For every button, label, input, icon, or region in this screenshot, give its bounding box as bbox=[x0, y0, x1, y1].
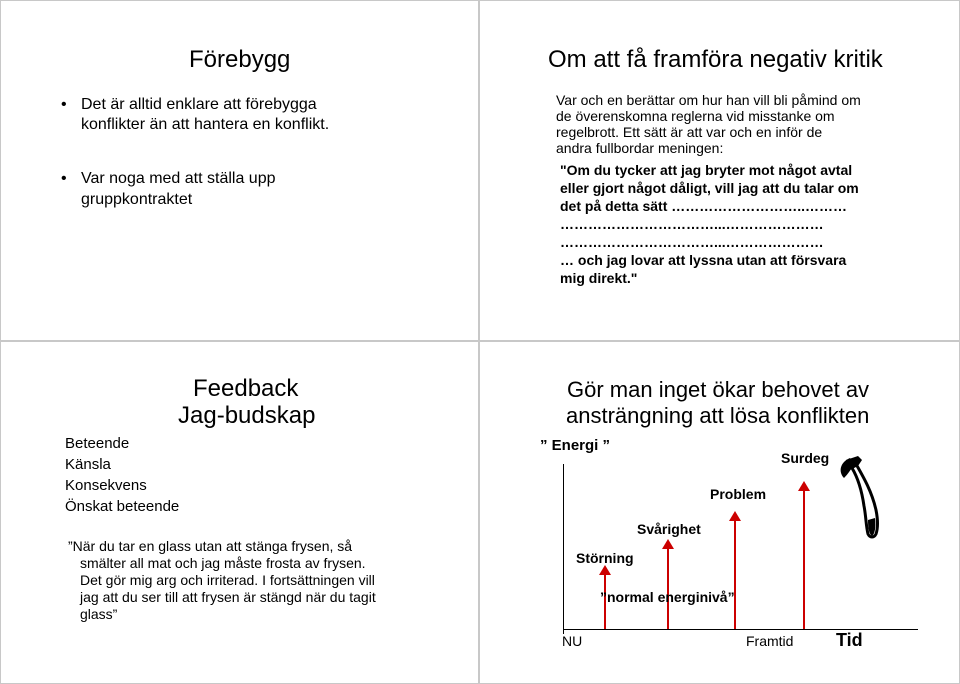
label-normal-energiniva: ”normal energinivå” bbox=[600, 589, 735, 605]
list-item: Önskat beteende bbox=[65, 498, 180, 515]
example-line: ”När du tar en glass utan att stänga frysen, så bbox=[68, 538, 353, 554]
example-quote bbox=[68, 538, 376, 623]
slide-subtitle: Jag-budskap bbox=[178, 402, 316, 429]
bullet-text-line: Det är alltid enklare att förebygga bbox=[81, 96, 317, 113]
example-line: smälter all mat och jag måste frosta av frysen. bbox=[80, 555, 366, 571]
quote-line: "Om du tycker att jag bryter mot något avtal bbox=[560, 162, 853, 178]
quote-line: det på detta sätt ………………………..……… bbox=[560, 198, 848, 214]
label-storning: Störning bbox=[576, 550, 634, 566]
label-nu: NU bbox=[562, 633, 583, 649]
slide-title: Om att få framföra negativ kritik bbox=[548, 46, 883, 73]
slide-forebygg bbox=[0, 0, 479, 341]
label-framtid: Framtid bbox=[746, 633, 794, 649]
feedback-steps-list bbox=[65, 433, 179, 517]
intro-line: andra fullbordar meningen: bbox=[556, 140, 724, 156]
quote-line: mig direkt." bbox=[560, 270, 638, 286]
y-axis-line bbox=[563, 464, 564, 634]
example-line: glass” bbox=[80, 606, 118, 622]
x-axis-line bbox=[563, 629, 918, 630]
slide-konflikt-diagram bbox=[479, 341, 960, 684]
list-item: Beteende bbox=[65, 435, 130, 452]
label-problem: Problem bbox=[710, 486, 767, 502]
quote-line: ……………………………...………………… bbox=[560, 216, 824, 232]
quote-line: eller gjort något dåligt, vill jag att du talar om bbox=[560, 180, 859, 196]
bullet-dot: • bbox=[61, 170, 67, 187]
slide-negativ-kritik bbox=[479, 0, 960, 341]
intro-line: Var och en berättar om hur han vill bli påmind om bbox=[556, 92, 861, 108]
bullet-dot: • bbox=[61, 96, 67, 113]
list-item: Konsekvens bbox=[65, 477, 147, 494]
slide-title: Gör man inget ökar behovet av bbox=[567, 377, 870, 402]
slide-title: Feedback bbox=[193, 375, 299, 402]
energy-axis-label: ” Energi ” bbox=[540, 437, 611, 454]
intro-line: de överenskomna reglerna vid misstanke om bbox=[556, 108, 835, 124]
example-line: Det gör mig arg och irriterad. I fortsättningen vill bbox=[80, 572, 375, 588]
label-svarighet: Svårighet bbox=[637, 521, 701, 537]
bullet-text-line: gruppkontraktet bbox=[81, 191, 193, 208]
quote-line: ……………………………...………………… bbox=[560, 234, 824, 250]
list-item: Känsla bbox=[65, 456, 111, 473]
slide-title: Förebygg bbox=[189, 46, 291, 73]
example-line: jag att du ser till att frysen är stängd när du tagit bbox=[80, 589, 376, 605]
label-surdeg: Surdeg bbox=[781, 450, 830, 466]
label-tid: Tid bbox=[836, 630, 863, 650]
slide-feedback bbox=[0, 341, 479, 684]
quote-line: … och jag lovar att lyssna utan att försvara bbox=[560, 252, 847, 268]
bullet-text-line: konflikter än att hantera en konflikt. bbox=[81, 116, 330, 133]
arrow-surdeg bbox=[803, 490, 805, 629]
intro-line: regelbrott. Ett sätt är att var och en inför de bbox=[556, 124, 823, 140]
slide-subtitle: ansträngning att lösa konflikten bbox=[566, 403, 870, 428]
intro-paragraph bbox=[556, 92, 861, 156]
quote-paragraph bbox=[560, 161, 859, 287]
axe-icon bbox=[838, 454, 888, 546]
bullet-text-line: Var noga med att ställa upp bbox=[81, 170, 276, 187]
arrow-problem bbox=[734, 520, 736, 629]
